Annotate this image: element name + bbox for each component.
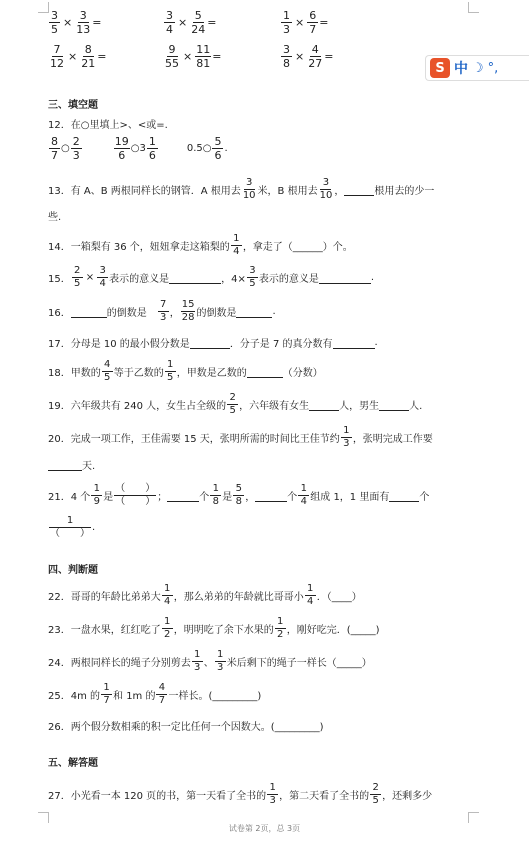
text: ；: [157, 492, 168, 503]
fraction: $\frac{15}{28}$: [181, 299, 195, 323]
equals-sign: =: [207, 16, 217, 29]
section-heading-word-problems: [48, 754, 98, 769]
text: 是: [103, 492, 114, 503]
question-26: [48, 718, 324, 733]
text: 27．小光看一本 120 页的书，第一天看了全书的: [48, 791, 267, 802]
text: ，: [334, 186, 345, 197]
fraction: $\frac{3}{10}$: [242, 177, 256, 201]
fraction: $\frac{1}{4}$: [231, 234, 242, 257]
text: ，那么弟弟的年龄就比哥哥小: [173, 592, 304, 603]
fraction: $\frac{3}{13}$: [76, 9, 91, 36]
question-17: [48, 335, 378, 350]
text: 个: [287, 492, 298, 503]
times-sign: ×: [68, 50, 78, 63]
text: 人，男生: [339, 401, 380, 412]
multiplication-exercise: [163, 10, 216, 35]
text: ，第二天看了全书的: [279, 791, 370, 802]
fraction: $\frac{5}{8}$: [233, 484, 244, 507]
question-12: [48, 116, 168, 131]
text: 23．一盘水果，红红吃了: [48, 625, 161, 636]
question-25: [48, 683, 261, 706]
multiplication-exercise: [163, 44, 221, 69]
text: 是: [222, 492, 233, 503]
text: 14．一箱梨有 36 个，妞妞拿走这箱梨的: [48, 242, 230, 253]
times-sign: ×: [85, 272, 95, 283]
fraction: $\frac{8}{21}$: [81, 43, 96, 70]
fraction: $\frac{3}{4}$: [97, 266, 108, 289]
answer-blank[interactable]: [169, 272, 221, 284]
text: 的倒数是: [196, 308, 237, 319]
text: 21．4 个: [48, 492, 91, 503]
answer-blank[interactable]: [167, 490, 199, 502]
fraction: $\frac{1}{4}$: [298, 484, 309, 507]
text: .: [272, 306, 276, 317]
fraction: $\frac{1}{5}$: [165, 360, 176, 383]
answer-blank[interactable]: [236, 306, 272, 318]
text: 26．两个假分数相乘的积一定比任何一个因数大。(_________): [48, 722, 324, 733]
question-16: [48, 300, 276, 323]
question-13: [48, 178, 434, 201]
question-12-items: [48, 136, 228, 161]
text: ，4×: [221, 274, 246, 285]
fraction: $\frac{5}{6}$: [214, 135, 222, 162]
fraction: $\frac{8}{7}$: [51, 135, 58, 162]
corner-mark-bottom-left: [38, 812, 49, 823]
text: ，六年级有女生: [239, 401, 310, 412]
multiplication-exercise: [280, 44, 333, 69]
question-text: 12．在○里填上>、<或=.: [48, 120, 168, 131]
text: 13．有 A、B 两根同样长的钢管．A 根用去: [48, 186, 241, 197]
ime-language-toggle[interactable]: 中: [454, 61, 468, 77]
equals-sign: =: [212, 50, 222, 63]
punctuation-toggle[interactable]: °,: [487, 60, 499, 76]
question-24: [48, 650, 372, 673]
text: ，张明完成工作要: [352, 434, 433, 445]
fraction: $\frac{19}{6}$: [114, 135, 129, 162]
fraction: $\frac{1}{7}$: [101, 683, 112, 706]
equals-sign: =: [97, 50, 107, 63]
text: 人.: [409, 401, 423, 412]
text: .: [92, 522, 96, 533]
answer-blank[interactable]: [379, 399, 409, 411]
fraction: $\frac{2}{5}$: [227, 393, 238, 416]
fraction: $\frac{1}{8}$: [210, 484, 221, 507]
text: 19．六年级共有 240 人，女生占全级的: [48, 401, 227, 412]
fraction: $\frac{2}{5}$: [370, 783, 381, 806]
text: 的倒数是: [106, 308, 147, 319]
section-title: 四、判断题: [48, 565, 98, 576]
text: 个: [199, 492, 210, 503]
section-title: 三、填空题: [48, 100, 98, 111]
question-18: [48, 360, 323, 383]
fraction: $\frac{4}{7}$: [156, 683, 167, 706]
question-23: [48, 617, 380, 640]
text: 组成 1，1 里面有: [310, 492, 390, 503]
question-21-cont: [48, 516, 95, 539]
fraction: $\frac{3}{4}$: [166, 9, 173, 36]
text: （分数）: [282, 368, 323, 379]
answer-blank[interactable]: [344, 184, 374, 196]
times-sign: ×: [295, 16, 305, 29]
text: 16．: [48, 308, 71, 319]
equals-sign: =: [92, 16, 102, 29]
text: 根用去的少一: [374, 186, 435, 197]
compare-circle[interactable]: 0.5○: [186, 143, 212, 154]
fraction: $\frac{3}{5}$: [51, 9, 58, 36]
text: 18．甲数的: [48, 368, 101, 379]
fraction: $\frac{1}{3}$: [341, 426, 352, 449]
text: 和 1m 的: [113, 691, 156, 702]
text: ，: [245, 492, 256, 503]
compare-circle[interactable]: ○3: [130, 143, 146, 154]
fraction: $\frac{1}{6}$: [148, 135, 156, 162]
times-sign: ×: [178, 16, 188, 29]
text: 25．4m 的: [48, 691, 101, 702]
answer-blank[interactable]: [333, 337, 375, 349]
text: 表示的意义是: [109, 274, 170, 285]
question-19: [48, 393, 422, 416]
answer-bracket[interactable]: ，刚好吃完．(_____): [286, 625, 380, 636]
text: 个: [419, 492, 430, 503]
ime-toolbar[interactable]: [425, 55, 529, 81]
answer-blank[interactable]: [48, 459, 82, 471]
question-27: [48, 783, 432, 806]
text: 米，B 根用去: [257, 186, 318, 197]
moon-icon[interactable]: ☽: [472, 60, 484, 76]
text: 24．两根同样长的绳子分别剪去: [48, 658, 191, 669]
fraction: $\frac{7}{3}$: [158, 300, 169, 323]
fraction: $\frac{11}{81}$: [196, 43, 211, 70]
answer-blank[interactable]: [190, 337, 230, 349]
answer-blank[interactable]: [255, 490, 287, 502]
text: ，拿走了（______）个。: [242, 242, 353, 253]
compare-circle[interactable]: ○: [61, 143, 70, 154]
question-22: [48, 584, 362, 607]
text: 20．完成一项工作，王佳需要 15 天，张明所需的时间比王佳节约: [48, 434, 340, 445]
text: ．分子是 7 的真分数有: [229, 339, 333, 350]
fraction: $\frac{1}{4}$: [162, 584, 173, 607]
fraction: $\frac{1}{2}$: [162, 617, 173, 640]
text: ，: [169, 308, 180, 319]
fraction: $\frac{2}{3}$: [72, 135, 80, 162]
answer-blank[interactable]: [71, 306, 107, 318]
text: 15．: [48, 274, 71, 285]
fraction: $\frac{1}{3}$: [267, 783, 278, 806]
question-20: [48, 426, 433, 449]
section-title: 五、解答题: [48, 758, 98, 769]
corner-mark-bottom-right: [468, 812, 479, 823]
answer-bracket[interactable]: 一样长。(_________): [168, 691, 262, 702]
equals-sign: =: [324, 50, 334, 63]
answer-blank[interactable]: [247, 366, 283, 378]
corner-mark-top-right: [468, 2, 479, 13]
fraction: $\frac{9}{55}$: [165, 43, 179, 70]
multiplication-exercise: [280, 10, 328, 35]
multiplication-exercise: [48, 10, 101, 35]
fraction: $\frac{2}{5}$: [72, 266, 83, 289]
text: 22．哥哥的年龄比弟弟大: [48, 592, 161, 603]
answer-bracket[interactable]: 米后剩下的绳子一样长（_____）: [226, 658, 372, 669]
text: .: [374, 337, 378, 348]
times-sign: ×: [183, 50, 193, 63]
multiplication-exercise: [48, 44, 106, 69]
fraction: $\frac{1}{3}$: [283, 9, 290, 36]
text: ，甲数是乙数的: [176, 368, 247, 379]
question-20-cont: [48, 457, 95, 472]
text: 表示的意义是: [258, 274, 319, 285]
text: ，还剩多少: [382, 791, 433, 802]
text: ，明明吃了余下水果的: [173, 625, 274, 636]
section-heading-fill-blank: [48, 96, 98, 111]
text: 等于乙数的: [113, 368, 164, 379]
answer-bracket[interactable]: ．（____）: [316, 592, 362, 603]
times-sign: ×: [63, 16, 73, 29]
page-footer: 试卷第 2页，总 3页: [228, 824, 301, 833]
times-sign: ×: [295, 50, 305, 63]
fraction: $\frac{4}{27}$: [308, 43, 323, 70]
fraction-blank[interactable]: $\frac{1}{( )}$: [50, 515, 90, 539]
fraction: $\frac{3}{8}$: [283, 43, 290, 70]
fraction: $\frac{7}{12}$: [50, 43, 64, 70]
answer-blank[interactable]: [309, 399, 339, 411]
fraction: $\frac{1}{2}$: [275, 617, 286, 640]
fraction: $\frac{4}{5}$: [102, 360, 113, 383]
answer-blank[interactable]: [319, 272, 371, 284]
equals-sign: =: [319, 16, 329, 29]
text: 天.: [82, 461, 96, 472]
text: 、: [203, 658, 214, 669]
question-15: [48, 266, 374, 289]
fraction: $\frac{6}{7}$: [309, 9, 317, 36]
fraction: $\frac{1}{3}$: [192, 650, 203, 673]
fraction-blank[interactable]: $\frac{( )}{( )}$: [115, 483, 156, 507]
text: 17．分母是 10 的最小假分数是: [48, 339, 190, 350]
question-13-cont: [48, 208, 61, 223]
answer-blank[interactable]: [389, 490, 419, 502]
section-heading-true-false: [48, 561, 98, 576]
fraction: $\frac{1}{4}$: [305, 584, 316, 607]
question-14: [48, 234, 353, 257]
fraction: $\frac{1}{3}$: [215, 650, 226, 673]
text: 些.: [48, 212, 62, 223]
sogou-logo-icon[interactable]: S: [430, 58, 450, 78]
period: .: [224, 143, 228, 154]
fraction: $\frac{1}{9}$: [91, 484, 102, 507]
fraction: $\frac{3}{5}$: [247, 266, 258, 289]
text: .: [370, 272, 375, 283]
fraction: $\frac{5}{24}$: [191, 9, 206, 36]
fraction: $\frac{3}{10}$: [319, 177, 333, 201]
question-21: [48, 484, 429, 507]
